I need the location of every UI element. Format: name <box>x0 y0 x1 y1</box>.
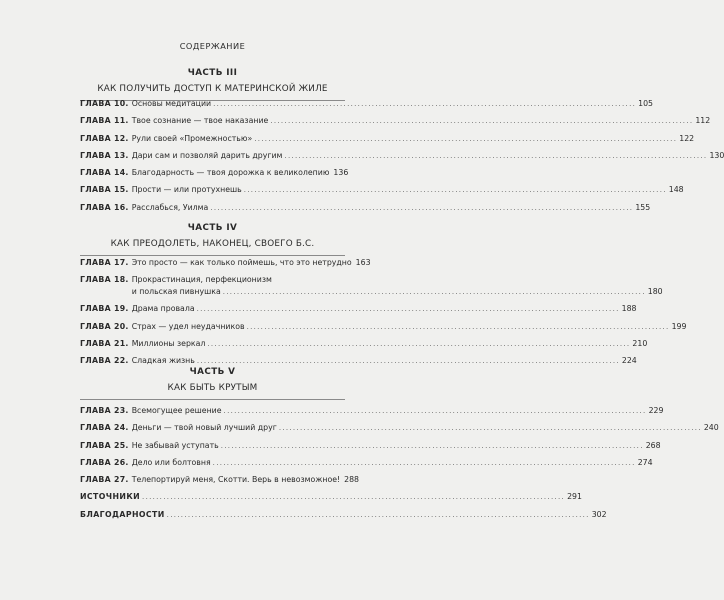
leader-dots: ........................................................................................................................ <box>223 407 647 415</box>
toc-entry[interactable] <box>80 133 695 144</box>
page-number: 302 <box>591 510 607 519</box>
part-3 <box>80 68 345 101</box>
leader-dots: ........................................................................................................................ <box>222 288 646 296</box>
toc-entry[interactable] <box>80 258 371 268</box>
leader-dots: ........................................................................................................................ <box>254 134 678 143</box>
toc-entry[interactable] <box>80 202 651 213</box>
backmatter <box>80 492 607 520</box>
leader-dots: ........................................................................................................................ <box>196 305 620 314</box>
chapter-title: Деньги — твой новый лучший друг <box>131 423 277 433</box>
chapter-label: ГЛАВА 23. <box>80 406 129 415</box>
toc-entry[interactable] <box>80 475 360 485</box>
toc-entry[interactable] <box>80 275 663 297</box>
leader-dots: ........................................................................................................................ <box>278 424 702 433</box>
page-number: 188 <box>621 304 637 314</box>
part-5 <box>80 367 345 400</box>
page-number: 288 <box>344 475 360 485</box>
chapter-title: Всемогущее решение <box>131 406 222 415</box>
part-3-chapters <box>80 99 724 213</box>
divider <box>80 399 345 400</box>
chapter-title-line-1: Прокрастинация, перфекционизм <box>131 275 272 284</box>
toc-entry[interactable] <box>80 423 719 433</box>
chapter-label: ГЛАВА 19. <box>80 304 129 314</box>
page-number: 148 <box>668 185 684 195</box>
toc-entry[interactable] <box>80 406 664 416</box>
page-number: 224 <box>621 356 637 366</box>
chapter-label: ГЛАВА 18. <box>80 275 129 284</box>
leader-dots: ........................................................................................................................ <box>207 339 631 348</box>
chapter-title: Расслабься, Уилма <box>131 202 209 212</box>
chapter-label: ГЛАВА 10. <box>80 99 129 108</box>
part-number: ЧАСТЬ V <box>189 367 236 377</box>
chapter-title: Дело или болтовня <box>131 457 211 467</box>
toc-entry-sources[interactable] <box>80 492 582 502</box>
toc-entry[interactable] <box>80 185 684 195</box>
page-number: 112 <box>695 116 711 126</box>
chapter-label: ГЛАВА 17. <box>80 258 129 267</box>
chapter-title: Драма провала <box>131 304 195 314</box>
page-number: 210 <box>632 338 648 348</box>
chapter-title: Страх — удел неудачников <box>131 321 245 331</box>
chapter-label: ГЛАВА 14. <box>80 168 129 178</box>
chapter-label: ГЛАВА 27. <box>80 475 129 485</box>
part-4 <box>80 223 345 256</box>
leader-dots: ........................................................................................................................ <box>246 322 670 331</box>
chapter-label: ГЛАВА 24. <box>80 423 129 433</box>
divider <box>80 255 345 256</box>
page-number: 136 <box>333 168 349 178</box>
chapter-title <box>132 275 663 297</box>
page-number: 274 <box>637 457 653 467</box>
leader-dots: ........................................................................................................................ <box>270 117 694 126</box>
page-title: СОДЕРЖАНИЕ <box>179 41 246 51</box>
toc-entry-acknowledgments[interactable] <box>80 510 607 520</box>
leader-dots: ........................................................................................................................ <box>284 151 708 160</box>
part-5-chapters <box>80 406 719 485</box>
chapter-title: Телепортируй меня, Скотти. Верь в невозможное! <box>131 475 341 485</box>
toc-entry[interactable] <box>80 338 648 349</box>
chapter-label: ГЛАВА 21. <box>80 338 129 348</box>
page-number: 229 <box>648 406 664 415</box>
part-number: ЧАСТЬ IV <box>187 223 238 233</box>
part-4-chapters <box>80 258 687 366</box>
chapter-label: ГЛАВА 11. <box>80 116 129 126</box>
chapter-label: ГЛАВА 16. <box>80 202 129 212</box>
toc-entry[interactable] <box>80 116 711 126</box>
toc-entry[interactable] <box>80 440 661 451</box>
chapter-title: Сладкая жизнь <box>131 356 195 366</box>
chapter-label: ГЛАВА 25. <box>80 440 129 450</box>
leader-dots: ........................................................................................................................ <box>243 186 667 195</box>
leader-dots: ........................................................................................................................ <box>196 357 620 366</box>
chapter-title-line-2: и польская пивнушка <box>131 287 221 296</box>
page-number: 105 <box>638 99 654 108</box>
backmatter-label: ИСТОЧНИКИ <box>80 492 141 501</box>
leader-dots: ........................................................................................................................ <box>212 458 636 467</box>
chapter-title: Прости — или протухнешь <box>131 185 242 195</box>
chapter-label: ГЛАВА 12. <box>80 133 129 143</box>
leader-dots: ........................................................................................................................ <box>210 203 634 212</box>
leader-dots: ........................................................................................................................ <box>142 493 566 501</box>
chapter-title: Это просто — как только поймешь, что это нетрудно <box>131 258 352 267</box>
toc-entry[interactable] <box>80 321 687 332</box>
page-number: 130 <box>709 150 724 160</box>
leader-dots: ........................................................................................................................ <box>213 100 637 108</box>
page-number: 122 <box>679 133 695 143</box>
chapter-label: ГЛАВА 22. <box>80 356 129 366</box>
chapter-title: Миллионы зеркал <box>131 338 206 348</box>
chapter-title: Основы медитации <box>131 99 212 108</box>
chapter-title: Дари сам и позволяй дарить другим <box>131 150 283 160</box>
leader-dots: ........................................................................................................................ <box>166 511 590 519</box>
part-title: КАК БЫТЬ КРУТЫМ <box>167 383 258 393</box>
page-number: 155 <box>635 202 651 212</box>
part-title: КАК ПРЕОДОЛЕТЬ, НАКОНЕЦ, СВОЕГО Б.С. <box>110 239 315 249</box>
toc-entry[interactable] <box>80 150 724 161</box>
page-number: 240 <box>703 423 719 433</box>
page-number: 268 <box>645 440 661 450</box>
toc-entry[interactable] <box>80 99 654 109</box>
leader-dots: ........................................................................................................................ <box>220 441 644 450</box>
chapter-label: ГЛАВА 26. <box>80 457 129 467</box>
chapter-label: ГЛАВА 20. <box>80 321 129 331</box>
chapter-title: Твое сознание — твое наказание <box>131 116 269 126</box>
chapter-label: ГЛАВА 15. <box>80 185 129 195</box>
page-number: 199 <box>671 321 687 331</box>
page-number: 163 <box>355 258 371 267</box>
part-title: КАК ПОЛУЧИТЬ ДОСТУП К МАТЕРИНСКОЙ ЖИЛЕ <box>97 84 328 94</box>
chapter-title: Рули своей «Промежностью» <box>131 133 253 143</box>
page-number: 180 <box>647 287 663 296</box>
toc-entry[interactable] <box>80 304 637 314</box>
toc-entry[interactable] <box>80 457 653 468</box>
chapter-title-line-2-row <box>132 287 663 297</box>
chapter-title: Не забывай уступать <box>131 440 219 450</box>
chapter-label: ГЛАВА 13. <box>80 150 129 160</box>
backmatter-label: БЛАГОДАРНОСТИ <box>80 510 165 519</box>
toc-entry[interactable] <box>80 356 637 366</box>
toc-page <box>80 0 724 600</box>
page-number: 291 <box>567 492 582 501</box>
part-number: ЧАСТЬ III <box>187 68 238 78</box>
chapter-title: Благодарность — твоя дорожка к великолепию <box>131 168 330 178</box>
toc-entry[interactable] <box>80 168 349 178</box>
